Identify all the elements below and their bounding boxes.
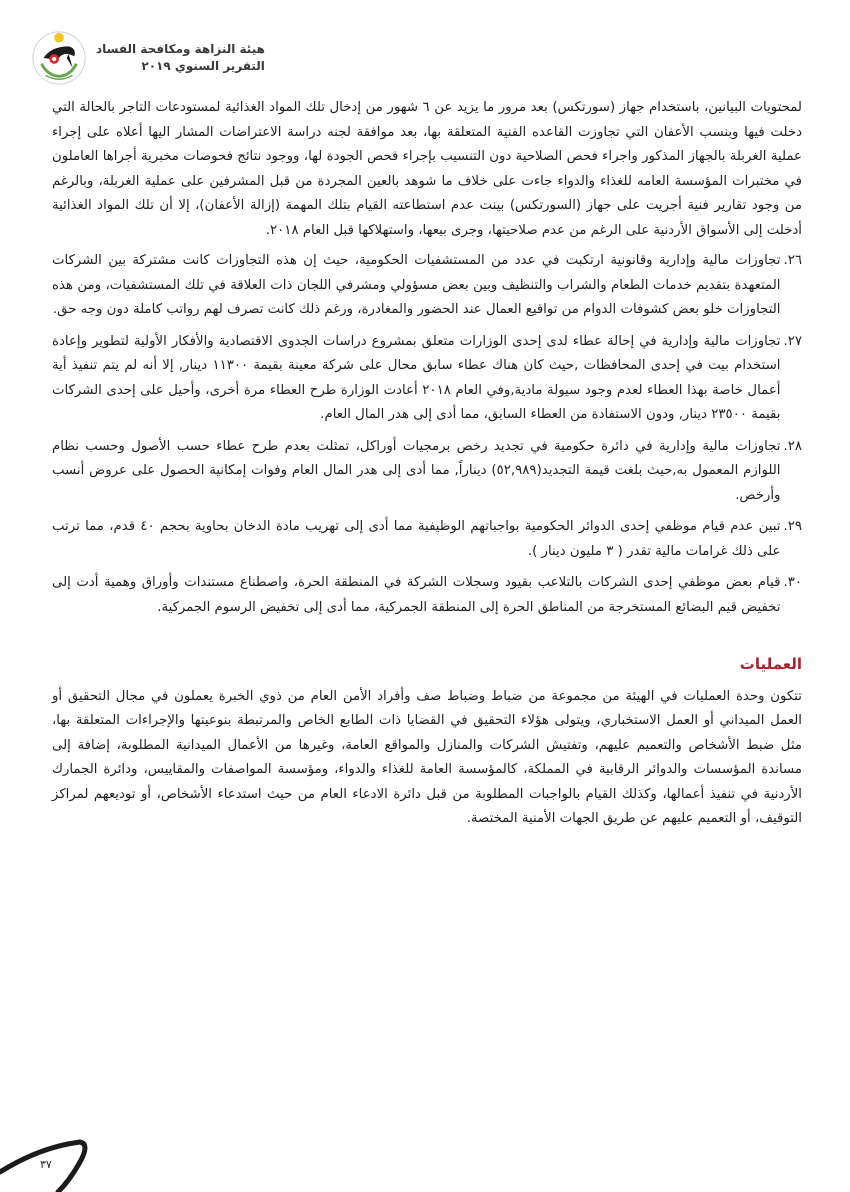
list-item: [52, 435, 802, 509]
operations-paragraph: تتكون وحدة العمليات في الهيئة من مجموعة من ضباط وضباط صف وأفراد الأمن العام من ذوي الخبرة يعملون في مجال التحقيق أو العمل الميداني أو العمل الاستخباري، ويتولى هؤلاء التحقيق في القضايا ذات الطابع الخاص والمرتبطة بنوعيتها والإجراءات المتعلقة بها، مثل ضبط الأشخاص والتعميم عليهم، وتفتيش الشركات والمنازل والمواقع العامة، وغيرها من الأعمال الميدانية المطلوبة، إضافة إلى مساندة المؤسسات والدوائر الرقابية في المملكة، كالمؤسسة العامة للغذاء والدواء، ومؤسسة المواصفات والمقاييس، ودائرة الجمارك الأردنية في تنفيذ أعمالها، وكذلك القيام بالواجبات المطلوبة من قبل دائرة الادعاء العام من حيث استدعاء الأشخاص، أو توديعهم لمراكز التوقيف، أو التعميم عليهم عن طريق الجهات الأمنية المختصة.: [52, 688, 802, 826]
list-item: [52, 330, 802, 428]
item-text: تجاوزات مالية وإدارية في دائرة حكومية في تجديد رخص برمجيات أوراكل، تمثلت بعدم طرح عطاء حسب الأصول وحسب نظام اللوازم المعمول به,حيث بلغت قيمة التجديد(٥٢,٩٨٩) ديناراً, مما أدى إلى هدر المال العام وفوات إمكانية الحصول على عروض أنسب وأرخص.: [52, 438, 781, 503]
item-number: ٢٩.: [783, 519, 802, 534]
section-heading-operations: العمليات: [739, 655, 802, 673]
intro-paragraph: لمحتويات البيانين، باستخدام جهاز (سورتكس) بعد مرور ما يزيد عن ٦ شهور من إدخال تلك المواد الغذائية لمستودعات التاجر بالحالة التي دخلت فيها وبنسب الأعفان التي تجاوزت القاعده الفنية المتعلقة بها، بعد موافقة لجنه دراسة الاعتراضات المشار اليها أعلاه على إجراء عملية الغربلة بالجهاز المذكور واجراء فحص الصلاحية دون التنسيب بإجراء فحص الجودة لها، ووجود نتائج فحوصات مخبرية أجراها العاملون في مختبرات المؤسسة العامه للغذاء والدواء جاءت على خلاف ما شوهد بالعين المجردة من قبل المشرفين على عملية الغربلة، وبالرغم من وجود تقارير فنية أجريت على جهاز (السورتكس) بينت عدم استطاعته القيام بتلك المهمة (إزالة الأعفان)، إلا أن تلك المواد الغذائية أدخلت إلى الأسواق الأردنية على الرغم من عدم صلاحيتها، وجرى بيعها، واستهلاكها قبل العام ٢٠١٨.: [52, 100, 802, 238]
item-text: تجاوزات مالية وإدارية وقانونية ارتكبت في عدد من المستشفيات الحكومية، حيث إن هذه التجاوزات كانت مشتركة بين الشركات المتعهدة بتقديم خدمات الطعام والشراب والتنظيف وبين بعض مسؤولي ومشرفي اللجان ذات العلاقة في تلك المستشفيات، ومن هذه التجاوزات خلو بعض كشوفات الدوام من تواقيع العمال عند الحضور والمغادرة، ورغم ذلك كانت تصرف لهم رواتب كاملة دون وجه حق.: [52, 253, 781, 317]
org-name: هيئة النزاهة ومكافحة الفساد: [96, 42, 265, 56]
page-header: [30, 28, 265, 88]
decorative-swoosh-icon: [0, 1092, 90, 1192]
violations-list: [52, 249, 802, 620]
list-item: [52, 571, 802, 620]
list-item: [52, 515, 802, 564]
item-number: ٣٠.: [783, 575, 802, 590]
item-number: ٢٦.: [783, 253, 802, 268]
report-title: التقرير السنوي ٢٠١٩: [141, 59, 265, 73]
item-text: تبين عدم قيام موظفي إحدى الدوائر الحكومية بواجباتهم الوظيفية مما أدى إلى تهريب مادة الدخان بحاوية بحجم ٤٠ قدم، مما ترتب على ذلك غرامات مالية تقدر ( ٣ مليون دينار ).: [52, 519, 781, 559]
page-content: [52, 96, 802, 832]
item-number: ٢٨.: [783, 438, 802, 454]
integrity-commission-logo-icon: [30, 29, 88, 87]
list-item: [52, 249, 802, 323]
page-number: ٣٧: [40, 1158, 52, 1171]
item-text: قيام بعض موظفي إحدى الشركات بالتلاعب بقيود وسجلات الشركة في المنطقة الحرة، واصطناع مستندات وأوراق وهمية أدت إلى تخفيض قيم البضائع المستخرجة من المناطق الحرة إلى المنطقة الجمركية، مما أدى إلى تخفيض الرسوم الجمركية.: [52, 575, 781, 615]
item-number: ٢٧.: [783, 333, 802, 349]
item-text: تجاوزات مالية وإدارية في إحالة عطاء لدى إحدى الوزارات متعلق بمشروع دراسات الجدوى الاقتصادية والأفكار الأولية لتطوير وإعادة استخدام بيت في إحدى المحافظات ,حيث كان هناك عطاء سابق محال على شركة معينة بقيمة ١١٣٠٠ دينار, إلا أنه لم يتم تنفيذ أية أعمال خاصة بهذا العطاء لعدم وجود سيولة مادية,وفي العام ٢٠١٨ أعادت الوزارة طرح العطاء مرة أخرى، وأحيل على إحدى الشركات بقيمة ٢٣٥٠٠ دينار, ودون الاستفادة من العطاء السابق، مما أدى إلى هدر المال العام.: [52, 333, 781, 422]
header-titles: [96, 41, 265, 75]
